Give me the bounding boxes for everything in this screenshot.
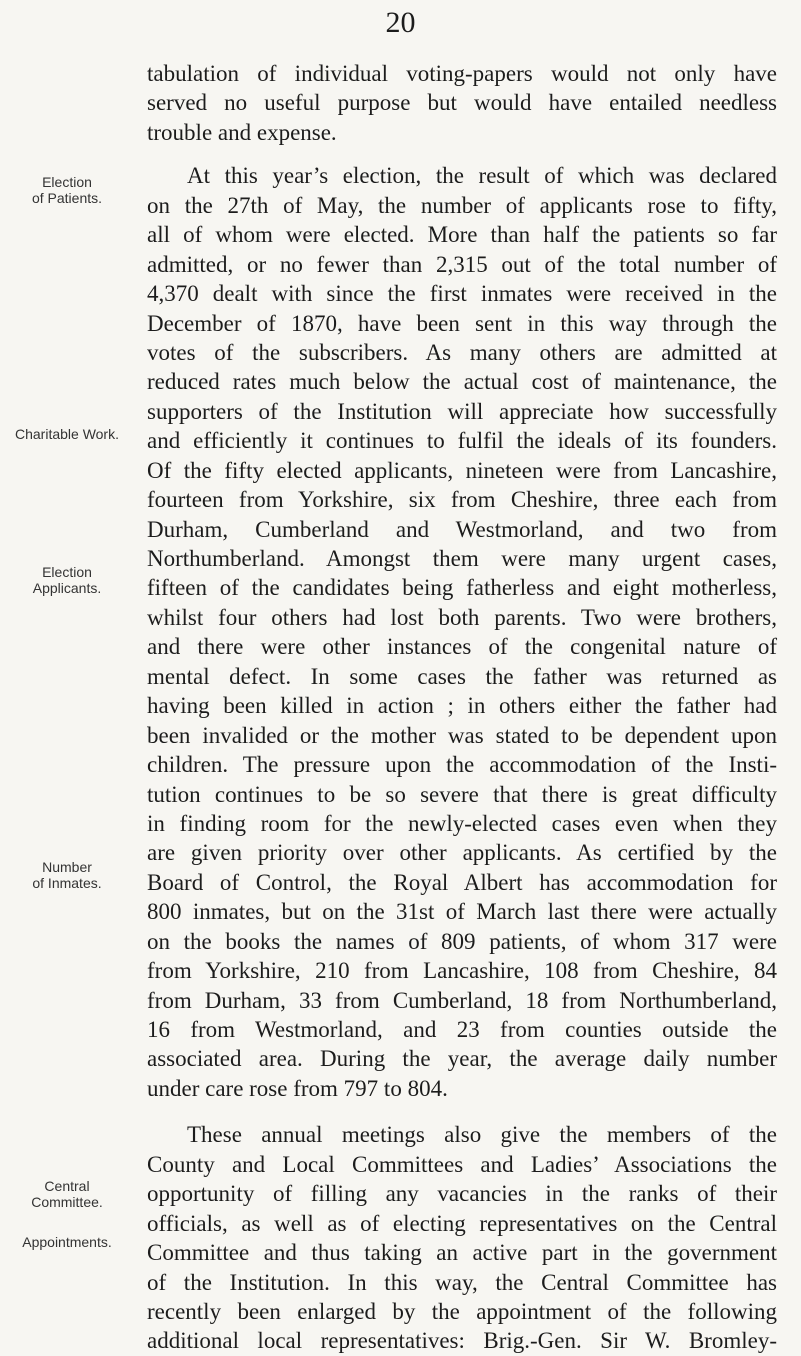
text-line: fourteen from Yorkshire, six from Cheshire, three each from (147, 487, 777, 513)
text-line: recently been enlarged by the appointment of the following (147, 1298, 777, 1324)
text-line: been invalided or the mother was stated to be dependent upon (147, 722, 777, 748)
text-line: fifteen of the candidates being fatherless and eight motherless, (147, 575, 777, 601)
margin-note-line: Charitable Work. (14, 426, 119, 442)
margin-note-appointments (0, 1234, 134, 1250)
margin-note-election-applicants (0, 564, 134, 596)
text-line: tabulation of individual voting-papers would not only have (147, 61, 777, 86)
text-line: supporters of the Institution will appreciate how successfully (147, 398, 777, 424)
text-line: served no useful purpose but would have entailed needless (147, 90, 777, 116)
text-line: trouble and expense. (147, 119, 337, 145)
text-line: and there were other instances of the congenital nature of (147, 634, 777, 660)
margin-note-line: Number (42, 859, 92, 875)
text-line: Durham, Cumberland and Westmorland, and two from (147, 516, 777, 542)
text-line: These annual meetings also give the members of the (187, 1122, 777, 1148)
page-number: 20 (385, 6, 416, 39)
text-line: County and Local Committees and Ladies’ Associations the (147, 1151, 777, 1177)
margin-note-number-of-inmates (0, 859, 134, 891)
text-line: 800 inmates, but on the 31st of March last there were actually (147, 899, 777, 925)
text-line: are given priority over other applicants. As certified by the (147, 840, 777, 866)
text-line: opportunity of filling any vacancies in the ranks of their (147, 1181, 777, 1207)
text-line: having been killed in action ; in others either the father had (147, 693, 777, 719)
text-line: whilst four others had lost both parents. Two were brothers, (147, 604, 777, 630)
text-line: of the Institution. In this way, the Central Committee has (147, 1269, 777, 1295)
text-line: Of the fifty elected applicants, nineteen were from Lancashire, (147, 457, 777, 483)
text-line: officials, as well as of electing representatives on the Central (147, 1210, 777, 1236)
text-line: on the 27th of May, the number of applicants rose to fifty, (147, 192, 777, 218)
margin-note-line: Appointments. (22, 1234, 112, 1250)
margin-note-line: Committee. (31, 1194, 103, 1210)
text-line: Board of Control, the Royal Albert has accommodation for (147, 869, 777, 895)
text-line: children. The pressure upon the accommodation of the Insti- (147, 752, 777, 778)
margin-note-central-committee (0, 1178, 134, 1210)
text-line: and efficiently it continues to fulfil the ideals of its founders. (147, 428, 777, 454)
text-line: associated area. During the year, the average daily number (147, 1046, 777, 1072)
margin-note-charitable-work (0, 426, 134, 442)
text-line: on the books the names of 809 patients, of whom 317 were (147, 928, 777, 954)
text-line: all of whom were elected. More than half the patients so far (147, 222, 777, 248)
text-line: admitted, or no fewer than 2,315 out of the total number of (147, 251, 777, 277)
text-line: from Durham, 33 from Cumberland, 18 from Northumberland, (147, 987, 777, 1013)
text-line: tution continues to be so severe that there is great difficulty (147, 781, 777, 807)
margin-note-line: Election (42, 174, 92, 190)
body-text (147, 59, 777, 1356)
text-line: from Yorkshire, 210 from Lancashire, 108 from Cheshire, 84 (147, 958, 777, 984)
text-line: reduced rates much below the actual cost of maintenance, the (147, 369, 777, 395)
margin-note-line: Central (44, 1178, 90, 1194)
text-line: Northumberland. Amongst them were many urgent cases, (147, 546, 777, 571)
margin-note-election-of-patients (0, 174, 134, 206)
text-line: mental defect. In some cases the father was returned as (147, 663, 777, 689)
text-line: At this year’s election, the result of which was declared (187, 163, 777, 189)
text-line: December of 1870, have been sent in this way through the (147, 310, 777, 336)
margin-note-line: of Patients. (31, 190, 103, 206)
text-line: votes of the subscribers. As many others are admitted at (147, 339, 777, 365)
text-line: under care rose from 797 to 804. (147, 1075, 448, 1101)
text-line: 16 from Westmorland, and 23 from counties outside the (147, 1017, 777, 1042)
margin-note-line: of Inmates. (32, 875, 102, 891)
margin-note-line: Election (42, 564, 92, 580)
text-line: Committee and thus taking an active part in the government (147, 1240, 777, 1266)
text-line: in finding room for the newly-elected cases even when they (147, 810, 777, 836)
text-line: additional local representatives: Brig.-Gen. Sir W. Bromley- (147, 1328, 777, 1354)
margin-note-line: Applicants. (32, 580, 102, 596)
text-line: 4,370 dealt with since the first inmates were received in the (147, 281, 777, 307)
